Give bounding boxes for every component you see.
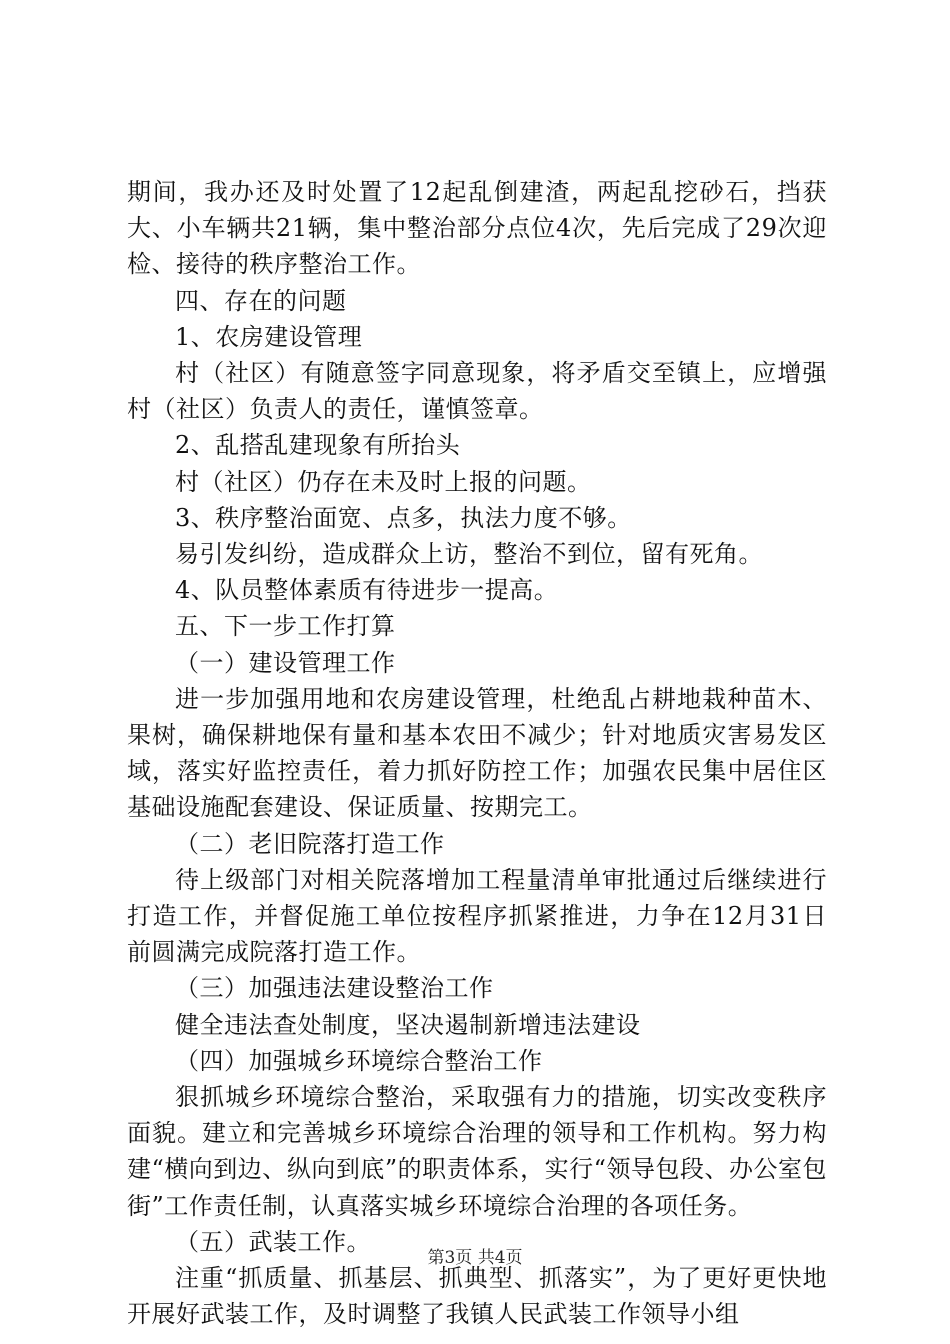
paragraph: 待上级部门对相关院落增加工程量清单审批通过后继续进行打造工作，并督促施工单位按程序抓紧推进，力争在12月31日前圆满完成院落打造工作。 — [127, 865, 827, 967]
subheading: 1、农房建设管理 — [175, 322, 363, 351]
paragraph: 狠抓城乡环境综合整治，采取强有力的措施，切实改变秩序面貌。建立和完善城乡环境综合治理的领导和工作机构。努力构建“横向到边、纵向到底”的职责体系，实行“领导包段、办公室包街”工作责任制，认真落实城乡环境综合治理的各项任务。 — [127, 1083, 827, 1220]
subheading: （二）老旧院落打造工作 — [175, 829, 445, 858]
paragraph: 村（社区）有随意签字同意现象，将矛盾交至镇上，应增强村（社区）负责人的责任，谨慎签章。 — [127, 359, 827, 424]
section-heading: 四、存在的问题 — [175, 286, 347, 315]
page-number: 第3页 共4页 — [427, 1248, 523, 1268]
paragraph: 易引发纠纷，造成群众上访，整治不到位，留有死角。 — [175, 540, 763, 569]
section-heading: 五、下一步工作打算 — [175, 612, 396, 641]
paragraph: 进一步加强用地和农房建设管理，杜绝乱占耕地栽种苗木、果树，确保耕地保有量和基本农田不减少；针对地质灾害易发区域，落实好监控责任，着力抓好防控工作；加强农民集中居住区基础设施配套建设、保证质量、按期完工。 — [127, 684, 827, 822]
subheading: （三）加强违法建设整治工作 — [175, 974, 494, 1003]
paragraph: 期间，我办还及时处置了12起乱倒建渣，两起乱挖砂石，挡获大、小车辆共21辆，集中整治部分点位4次，先后完成了29次迎检、接待的秩序整治工作。 — [127, 178, 827, 279]
paragraph: 健全违法查处制度，坚决遏制新增违法建设 — [175, 1010, 641, 1039]
subheading: 4、队员整体素质有待进步一提高。 — [175, 576, 559, 605]
subheading: （五）武装工作。 — [175, 1227, 371, 1256]
paragraph: 注重“抓质量、抓基层、抓典型、抓落实”，为了更好更快地开展好武装工作，及时调整了我镇人民武装工作领导小组 — [127, 1264, 827, 1329]
subheading: 2、乱搭乱建现象有所抬头 — [175, 431, 461, 460]
subheading: 3、秩序整治面宽、点多，执法力度不够。 — [175, 503, 632, 532]
document-body — [127, 174, 827, 1333]
subheading: （四）加强城乡环境综合整治工作 — [175, 1046, 543, 1075]
subheading: （一）建设管理工作 — [175, 648, 396, 677]
paragraph: 村（社区）仍存在未及时上报的问题。 — [175, 467, 592, 496]
